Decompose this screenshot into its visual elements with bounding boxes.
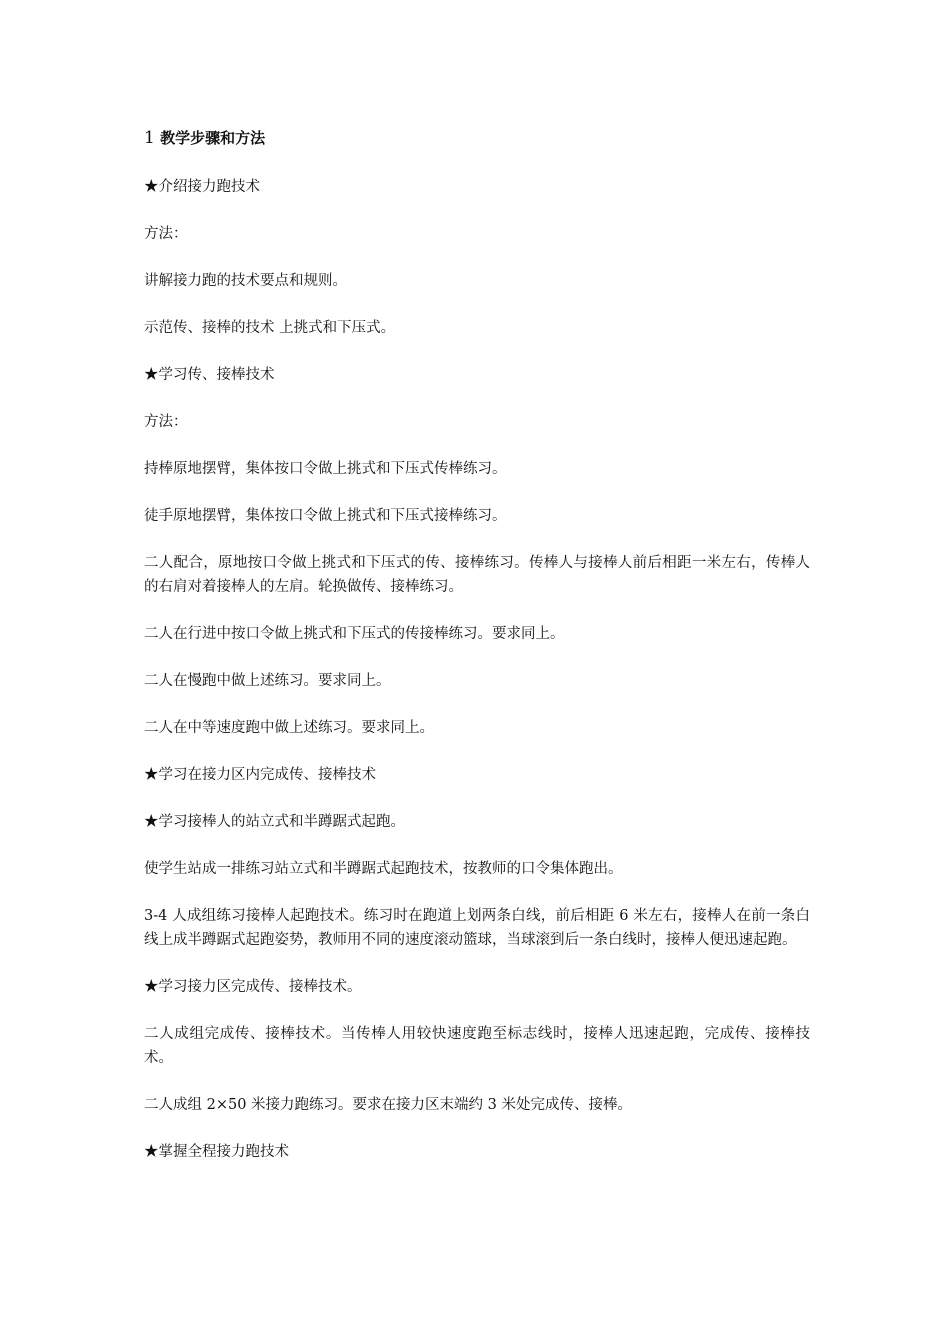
paragraph: ★学习在接力区内完成传、接棒技术	[144, 767, 376, 783]
paragraph: ★学习传、接棒技术	[144, 367, 275, 383]
paragraph: ★掌握全程接力跑技术	[144, 1144, 289, 1160]
paragraph: 二人在中等速度跑中做上述练习。要求同上。	[144, 720, 434, 736]
paragraph: 方法：	[144, 414, 188, 430]
paragraph: 二人配合，原地按口令做上挑式和下压式的传、接棒练习。传棒人与接棒人前后相距一米左右，传棒人的右肩对着接棒人的左肩。轮换做传、接棒练习。	[144, 555, 810, 595]
paragraph: ★介绍接力跑技术	[144, 179, 260, 195]
paragraph: 二人在行进中按口令做上挑式和下压式的传接棒练习。要求同上。	[144, 626, 565, 642]
paragraph: 3-4 人成组练习接棒人起跑技术。练习时在跑道上划两条白线，前后相距 6 米左右，接棒人在前一条白线上成半蹲踞式起跑姿势，教师用不同的速度滚动篮球，当球滚到后一条白线时，接棒人便迅速起跑。	[144, 908, 810, 948]
paragraph: 讲解接力跑的技术要点和规则。	[144, 273, 347, 289]
paragraph: ★学习接力区完成传、接棒技术。	[144, 979, 362, 995]
paragraph: ★学习接棒人的站立式和半蹲踞式起跑。	[144, 814, 405, 830]
paragraph: 二人在慢跑中做上述练习。要求同上。	[144, 673, 391, 689]
paragraph: 使学生站成一排练习站立式和半蹲踞式起跑技术，按教师的口令集体跑出。	[144, 861, 623, 877]
paragraph: 方法：	[144, 226, 188, 242]
paragraph: 二人成组完成传、接棒技术。当传棒人用较快速度跑至标志线时，接棒人迅速起跑，完成传、接棒技术。	[144, 1026, 810, 1066]
paragraph: 二人成组 2×50 米接力跑练习。要求在接力区末端约 3 米处完成传、接棒。	[144, 1097, 632, 1113]
section-heading	[144, 126, 810, 150]
document-page	[144, 126, 810, 1187]
heading-number: 1	[144, 128, 155, 148]
paragraph: 示范传、接棒的技术 上挑式和下压式。	[144, 320, 396, 336]
paragraph: 徒手原地摆臂，集体按口令做上挑式和下压式接棒练习。	[144, 508, 507, 524]
heading-text: 教学步骤和方法	[160, 129, 266, 147]
paragraph: 持棒原地摆臂，集体按口令做上挑式和下压式传棒练习。	[144, 461, 507, 477]
